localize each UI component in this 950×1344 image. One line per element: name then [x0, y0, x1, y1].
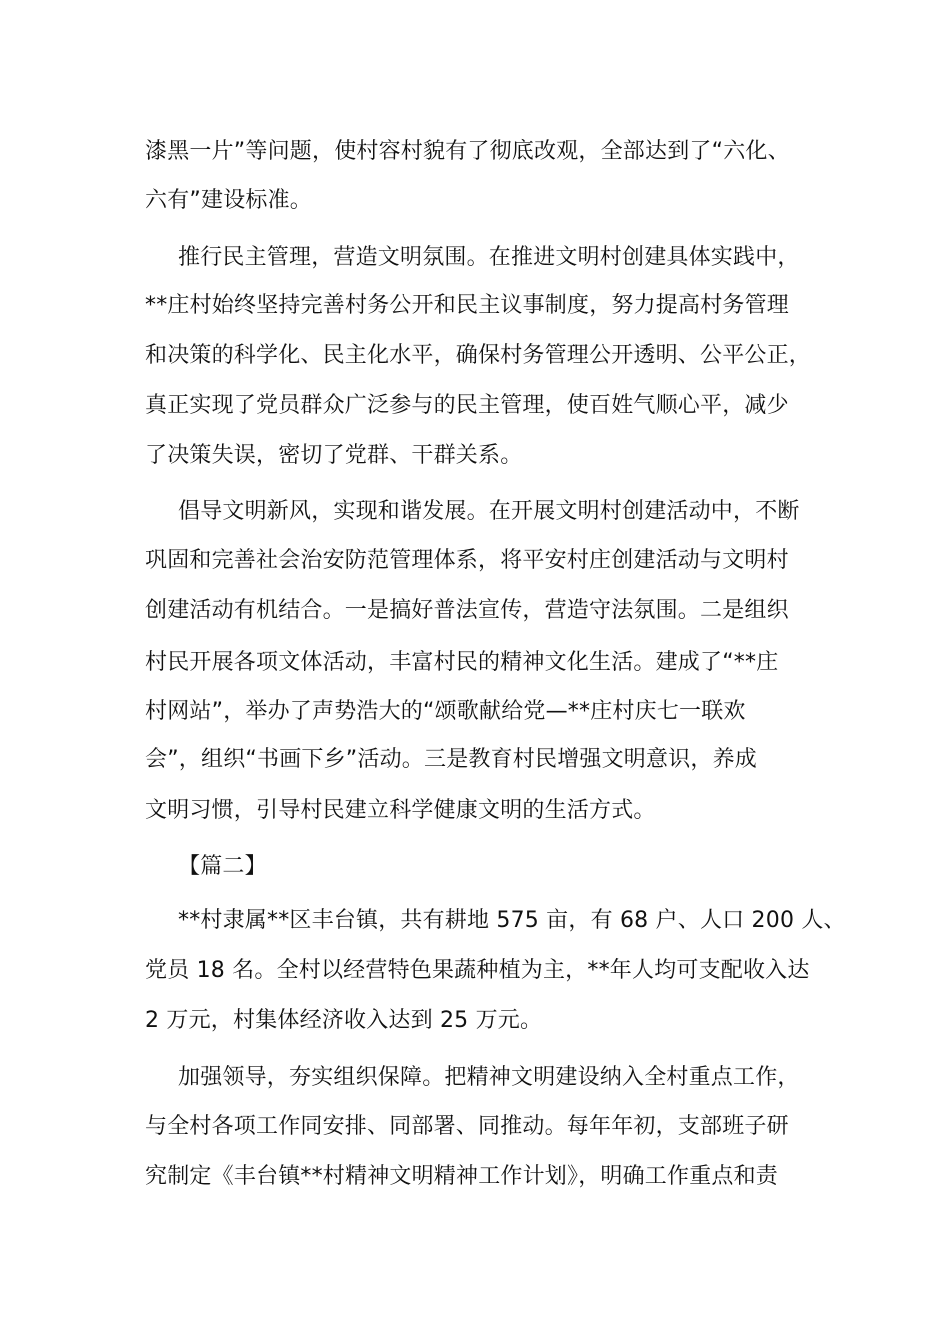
text-line: 究制定《丰台镇**村精神文明精神工作计划》，明确工作重点和责 [145, 1164, 779, 1189]
text-line: 真正实现了党员群众广泛参与的民主管理，使百姓气顺心平，减少 [145, 393, 789, 418]
text-line: **庄村始终坚持完善村务公开和民主议事制度，努力提高村务管理 [145, 293, 790, 318]
paragraph-start-line: 倡导文明新风，实现和谐发展。在开展文明村创建活动中，不断 [178, 499, 800, 524]
text-line: 村网站”，举办了声势浩大的“颂歌献给党—**庄村庆七一联欢 [145, 699, 746, 724]
paragraph-start-line: **村隶属**区丰台镇，共有耕地 575 亩，有 68 户、人口 200 人、 [178, 908, 846, 933]
text-line: 创建活动有机结合。一是搞好普法宣传，营造守法氛围。二是组织 [145, 598, 789, 623]
text-line: 党员 18 名。全村以经营特色果蔬种植为主，**年人均可支配收入达 [145, 958, 810, 983]
text-line: 会”，组织“书画下乡”活动。三是教育村民增强文明意识，养成 [145, 747, 757, 772]
section-heading: 【篇二】 [178, 854, 267, 879]
text-line: 巩固和完善社会治安防范管理体系，将平安村庄创建活动与文明村 [145, 548, 789, 573]
text-line: 六有”建设标准。 [145, 188, 312, 213]
text-line: 漆黑一片”等问题，使村容村貌有了彻底改观，全部达到了“六化、 [145, 139, 790, 164]
text-line: 了决策失误，密切了党群、干群关系。 [145, 443, 523, 468]
paragraph-start-line: 推行民主管理，营造文明氛围。在推进文明村创建具体实践中， [178, 245, 800, 270]
text-line: 村民开展各项文体活动，丰富村民的精神文化生活。建成了“**庄 [145, 650, 779, 675]
text-line: 和决策的科学化、民主化水平，确保村务管理公开透明、公平公正， [145, 343, 812, 368]
text-line: 2 万元，村集体经济收入达到 25 万元。 [145, 1008, 543, 1033]
paragraph-start-line: 加强领导，夯实组织保障。把精神文明建设纳入全村重点工作， [178, 1065, 800, 1090]
text-line: 与全村各项工作同安排、同部署、同推动。每年年初，支部班子研 [145, 1114, 789, 1139]
text-line: 文明习惯，引导村民建立科学健康文明的生活方式。 [145, 798, 656, 823]
